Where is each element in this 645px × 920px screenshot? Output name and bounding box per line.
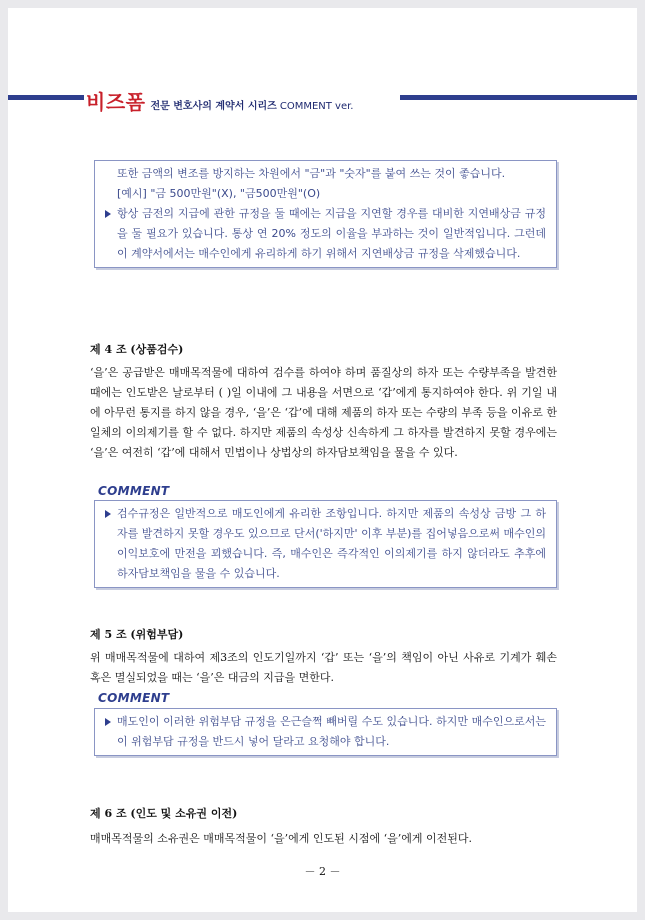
- comment-label: COMMENT: [98, 691, 170, 705]
- header-title: [86, 86, 354, 114]
- page-number: － 2 －: [304, 865, 341, 878]
- article-6-body: 매매목적물의 소유권은 매매목적물이 ‘을’에게 인도된 시점에 ‘을’에게 이전된다.: [90, 832, 472, 845]
- article-4-title: 제 4 조 (상품검수): [90, 343, 184, 356]
- comment-box-1: [94, 160, 557, 268]
- brand-logo: 비즈폼: [86, 90, 146, 114]
- document-page: [8, 8, 637, 912]
- page-header: [8, 86, 637, 114]
- article-5-title: 제 5 조 (위험부담): [90, 628, 184, 641]
- comment-bullet: 매도인이 이러한 위험부담 규정을 은근슬쩍 빼버릴 수도 있습니다. 하지만 매수인으로서는 이 위험부담 규정을 반드시 넣어 달라고 요청해야 합니다.: [105, 712, 546, 752]
- comment-bullet: 항상 금전의 지급에 관한 규정을 둘 때에는 지급을 지연할 경우를 대비한 지연배상금 규정을 둘 필요가 있습니다. 통상 연 20% 정도의 이율을 부과하는 것이 일반적입니다. 그런데 이 계약서에서는 매수인에게 유리하게 하기 위해서 지연배상금 규정을 삭제했습니다.: [105, 204, 546, 264]
- series-title: 전문 변호사의 계약서 시리즈: [150, 101, 277, 112]
- article-5-body: 위 매매목적물에 대하여 제3조의 인도기일까지 ‘갑’ 또는 ‘을’의 책임이 아닌 사유로 기계가 훼손 혹은 멸실되었을 때는 ‘을’은 대금의 지급을 면한다.: [90, 651, 557, 684]
- header-rule-left: [8, 95, 84, 100]
- comment-box-2: [94, 500, 557, 588]
- comment-box-3: [94, 708, 557, 756]
- comment-label: COMMENT: [98, 484, 170, 498]
- article-4-body: ‘을’은 공급받은 매매목적물에 대하여 검수를 하여야 하며 품질상의 하자 또는 수량부족을 발견한 때에는 인도받은 날로부터 ( )일 이내에 그 내용을 서면으로 ‘갑’에게 통지하여야 한다. 위 기일 내에 아무런 통지를 하지 않을 경우, ‘을’은 ‘갑’에 대해 제품의 하자 또는 수량의 부족 등을 이유로 한 일체의 이의제기를 할 수 없다. 하지만 제품의 속성상 신속하게 그 하자를 발견하지 못할 경우에는 ‘을’은 여전히 ‘갑’에 대해서 민법이나 상법상의 하자담보책임을 물을 수 있다.: [90, 366, 557, 459]
- version-label: COMMENT ver.: [279, 101, 354, 112]
- comment-bullet: 검수규정은 일반적으로 매도인에게 유리한 조항입니다. 하지만 제품의 속성상 금방 그 하자를 발견하지 못할 경우도 있으므로 단서('하지만' 이후 부분)를 집어넣음으로써 매수인의 이익보호에 만전을 꾀했습니다. 즉, 매수인은 즉각적인 이의제기를 하지 않더라도 추후에 하자담보책임을 물을 수 있습니다.: [105, 504, 546, 584]
- comment-example: [예시] "금 500만원"(X), "금500만원"(O): [117, 187, 321, 200]
- article-6-title: 제 6 조 (인도 및 소유권 이전): [90, 807, 238, 820]
- comment-line: 또한 금액의 변조를 방지하는 차원에서 "금"과 "숫자"를 붙여 쓰는 것이 좋습니다.: [117, 167, 506, 180]
- header-rule-right: [400, 95, 637, 100]
